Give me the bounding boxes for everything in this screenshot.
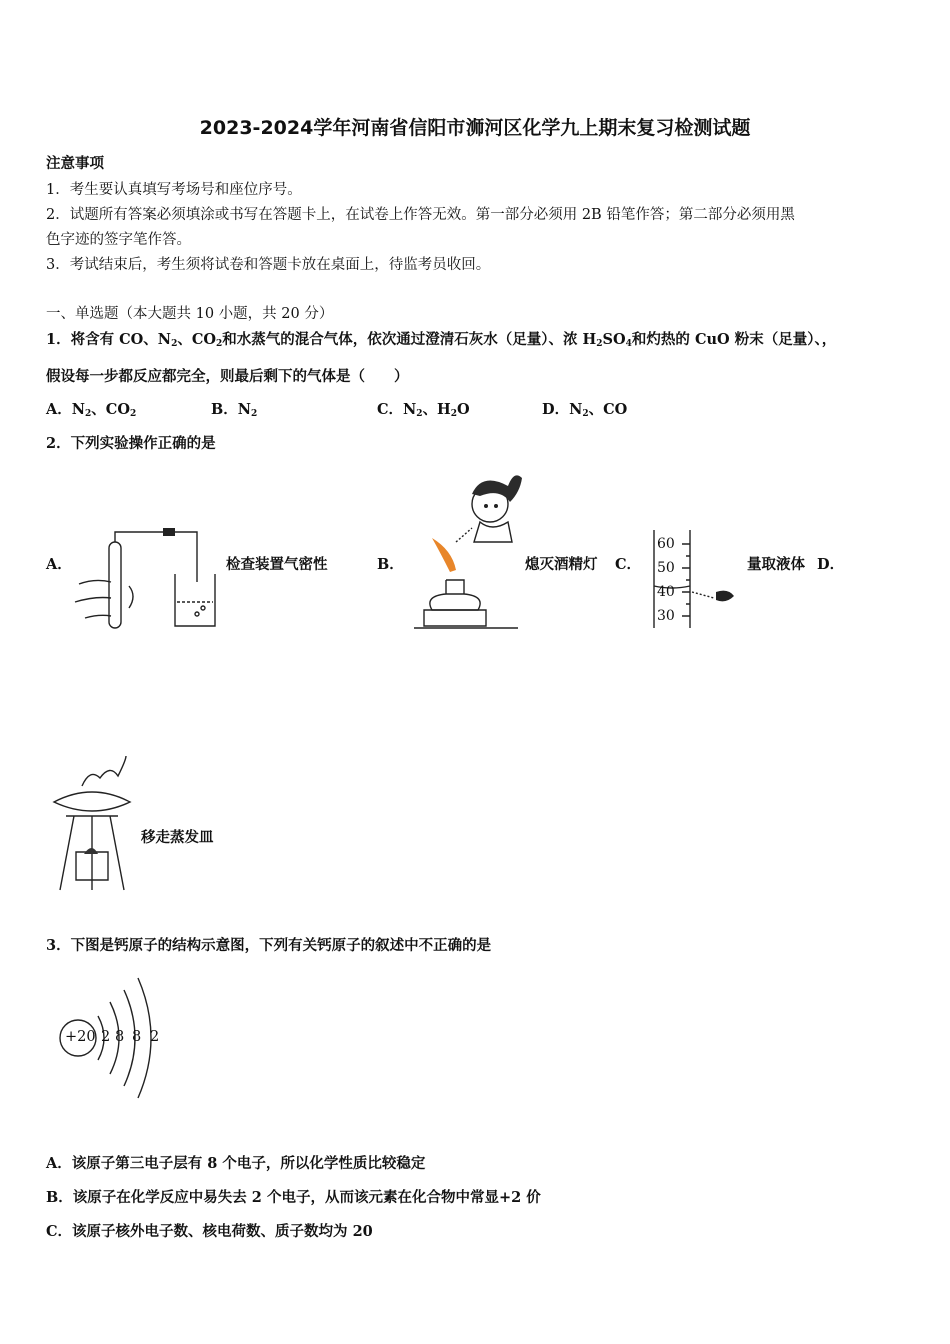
- q2-option-a-text: 检查装置气密性: [226, 556, 328, 573]
- q3-option-c[interactable]: C．该原子核外电子数、核电荷数、质子数均为 20: [46, 1223, 373, 1240]
- q1-option-d-text: D．N: [542, 401, 583, 418]
- q2-option-d-text: 移走蒸发皿: [141, 829, 214, 846]
- q1-text-a: 1．将含有 CO、N: [46, 331, 172, 348]
- q1-sub: 2: [171, 339, 178, 349]
- cylinder-tick-50: 50: [657, 560, 675, 576]
- q1-option-c[interactable]: [377, 398, 470, 419]
- evaporating-dish-figure: [52, 756, 132, 894]
- q1-sub: 2: [85, 409, 92, 419]
- q1-text-b: 、CO: [177, 331, 216, 348]
- q1-sub: 2: [416, 409, 423, 419]
- q1-option-c-text: 、H: [422, 401, 451, 418]
- q1-sub: 2: [596, 339, 603, 349]
- shell-3-electrons: 8: [132, 1029, 142, 1045]
- q1-option-d[interactable]: [542, 398, 627, 419]
- notice-item-1: 1．考生要认真填写考场号和座位序号。: [46, 182, 302, 198]
- q1-sub: 2: [582, 409, 589, 419]
- q3-option-b[interactable]: B．该原子在化学反应中易失去 2 个电子，从而该元素在化合物中常显+2 价: [46, 1189, 541, 1206]
- q1-option-c-text: O: [457, 401, 470, 418]
- q1-sub: 4: [625, 339, 632, 349]
- q1-option-d-text: 、CO: [588, 401, 628, 418]
- q1-option-c-text: C．N: [377, 401, 417, 418]
- cylinder-tick-40: 40: [657, 584, 675, 600]
- q1-sub: 2: [251, 409, 258, 419]
- q1-sub: 2: [129, 409, 137, 419]
- q2-option-a-label[interactable]: A．: [46, 556, 72, 573]
- q1-option-b-text: B．N: [211, 401, 252, 418]
- q2-option-c-text: 量取液体: [747, 556, 805, 573]
- q1-text-e: 和灼热的 CuO 粉末（足量）、，: [631, 331, 837, 348]
- page-title: 2023-2024学年河南省信阳市浉河区化学九上期末复习检测试题: [199, 117, 751, 139]
- q1-option-a-text: A．N: [46, 401, 86, 418]
- shell-2-electrons: 8: [115, 1029, 125, 1045]
- q1-option-b[interactable]: [211, 398, 257, 419]
- cylinder-tick-60: 60: [657, 536, 675, 552]
- q3-option-a[interactable]: A．该原子第三电子层有 8 个电子，所以化学性质比较稳定: [46, 1155, 426, 1172]
- q1-text-d: SO: [602, 331, 626, 348]
- q1-option-a[interactable]: [46, 398, 136, 419]
- notice-item-2: 2．试题所有答案必须填涂或书写在答题卡上，在试卷上作答无效。第一部分必须用 2B 铅笔作答；第二部分必须用黑: [46, 207, 795, 223]
- notice-heading: 注意事项: [46, 155, 104, 172]
- q3-stem: 3．下图是钙原子的结构示意图，下列有关钙原子的叙述中不正确的是: [46, 937, 492, 954]
- section-heading: 一、单选题（本大题共 10 小题，共 20 分）: [46, 306, 334, 322]
- notice-item-2-cont: 色字迹的签字笔作答。: [46, 232, 191, 248]
- q1-stem-line1: [46, 328, 836, 349]
- q1-sub: 2: [450, 409, 458, 419]
- q1-text-c: 和水蒸气的混合气体，依次通过澄清石灰水（足量）、浓 H: [222, 331, 597, 348]
- notice-item-3: 3．考试结束后，考生须将试卷和答题卡放在桌面上，待监考员收回。: [46, 257, 491, 273]
- nucleus-charge: +20: [65, 1029, 96, 1045]
- blow-out-lamp-figure: [410, 462, 522, 632]
- cylinder-tick-30: 30: [657, 608, 675, 624]
- airtightness-check-figure: [75, 522, 225, 632]
- q2-option-b-label[interactable]: B．: [377, 556, 404, 573]
- q2-option-b-text: 熄灭酒精灯: [525, 556, 598, 573]
- shell-4-electrons: 2: [150, 1029, 160, 1045]
- q2-option-d-label[interactable]: D．: [817, 556, 845, 573]
- q1-stem-line2: 假设每一步都反应都完全，则最后剩下的气体是（ ）: [46, 368, 409, 385]
- q2-option-c-label[interactable]: C．: [615, 556, 642, 573]
- shell-1-electrons: 2: [101, 1029, 111, 1045]
- q2-stem: 2．下列实验操作正确的是: [46, 435, 216, 452]
- q1-sub: 2: [216, 339, 223, 349]
- q1-option-a-text: 、CO: [91, 401, 130, 418]
